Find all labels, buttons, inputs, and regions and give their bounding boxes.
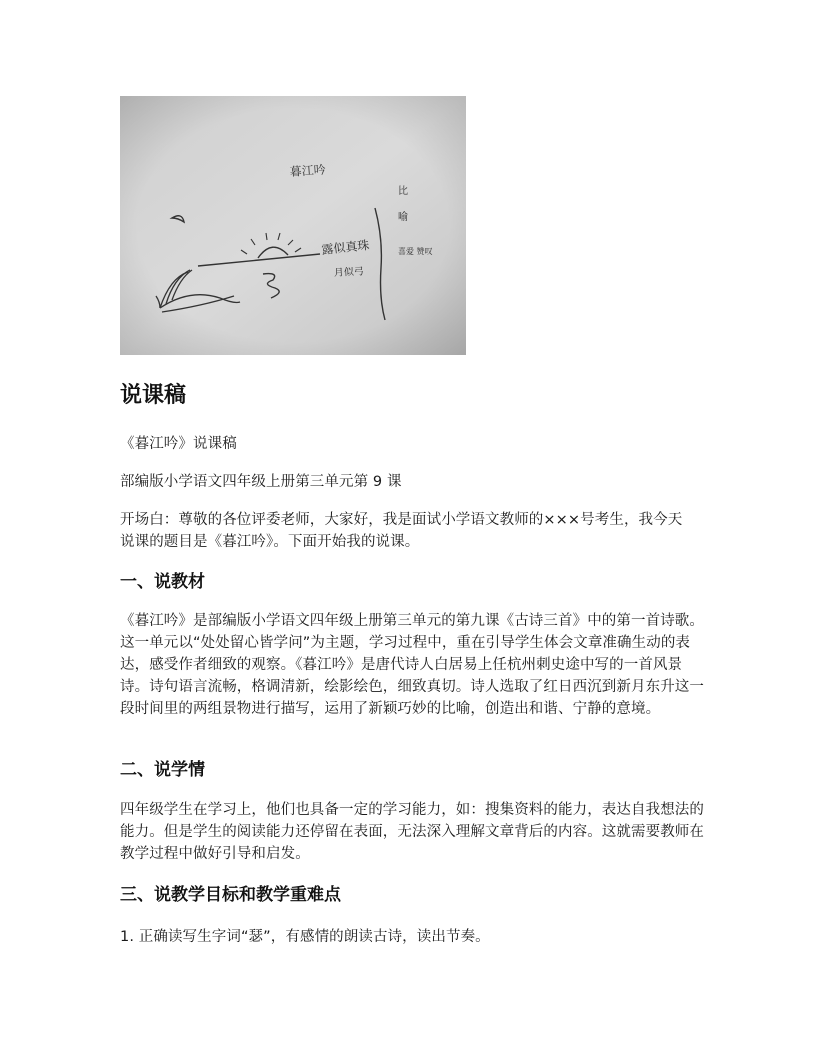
edition-line: 部编版小学语文四年级上册第三单元第 9 课	[120, 474, 402, 490]
sketch-side-2: 喻	[398, 212, 408, 223]
sketch-photo	[120, 96, 466, 355]
document-title: 说课稿	[120, 383, 187, 408]
sketch-side-1: 比	[398, 186, 408, 197]
sketch-right-note: 喜爱 赞叹	[398, 247, 433, 256]
subtitle: 《暮江吟》说课稿	[120, 436, 237, 452]
students-paragraph: 四年级学生在学习上，他们也具备一定的学习能力，如：搜集资料的能力，表达自我想法的能力。但是学生的阅读能力还停留在表面，无法深入理解文章背后的内容。这就需要教师在教学过程中做好引导和启发。	[120, 802, 704, 862]
textbook-paragraph: 《暮江吟》是部编版小学语文四年级上册第三单元的第九课《古诗三首》中的第一首诗歌。这一单元以“处处留心皆学问”为主题，学习过程中，重在引导学生体会文章准确生动的表达，感受作者细致的观察。《暮江吟》是唐代诗人白居易上任杭州刺史途中写的一首风景诗。诗句语言流畅，格调清新，绘影绘色，细致真切。诗人选取了红日西沉到新月东升这一段时间里的两组景物进行描写，运用了新颖巧妙的比喻，创造出和谐、宁静的意境。	[120, 613, 704, 717]
sketch-mid-line-2: 月似弓	[333, 266, 365, 279]
goal-item-1: 1. 正确读写生字词“瑟”，有感情的朗读古诗，读出节奏。	[120, 929, 490, 945]
section-heading-textbook: 一、说教材	[120, 572, 205, 592]
section-heading-goals: 三、说教学目标和教学重难点	[120, 885, 341, 905]
opening-paragraph: 开场白：尊敬的各位评委老师，大家好，我是面试小学语文教师的×××号考生，我今天说课的题目是《暮江吟》。下面开始我的说课。	[120, 512, 683, 550]
section-heading-students: 二、说学情	[120, 760, 205, 780]
sketch-title: 暮江吟	[289, 162, 327, 179]
sketch-mid-line-1: 露似真珠	[320, 238, 371, 257]
